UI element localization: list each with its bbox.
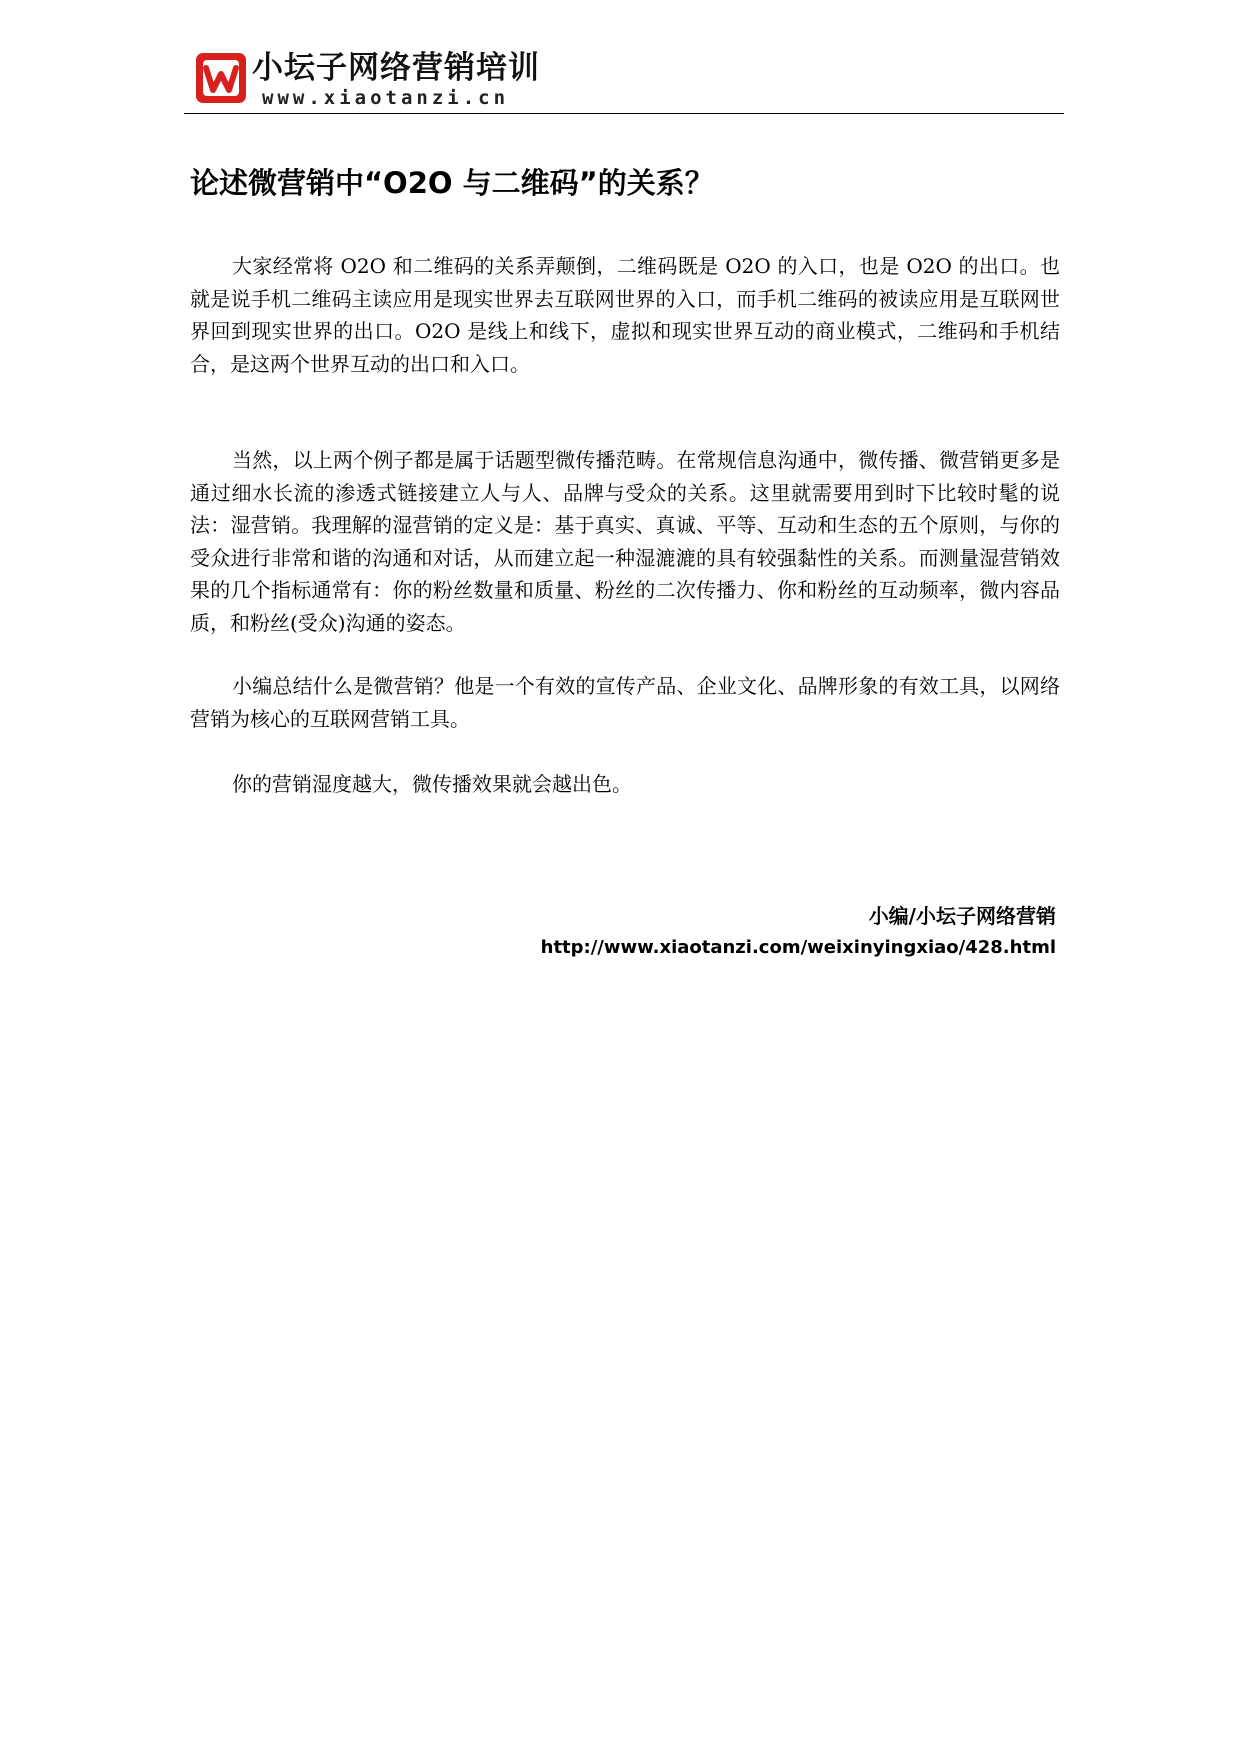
brand-name: 小坛子网络营销培训 (252, 50, 540, 86)
document-title: 论述微营销中“O2O 与二维码”的关系？ (190, 166, 714, 200)
brand-url: www.xiaotanzi.cn (262, 87, 510, 109)
paragraph-1: 大家经常将 O2O 和二维码的关系弄颠倒，二维码既是 O2O 的入口，也是 O2O 的出口。也就是说手机二维码主读应用是现实世界去互联网世界的入口，而手机二维码的被读应用是互联网世界回到现实世界的出口。O2O 是线上和线下，虚拟和现实世界互动的商业模式，二维码和手机结合，是这两个世界互动的出口和入口。 (190, 254, 1060, 376)
xiaotanzi-logo-icon (193, 50, 249, 106)
paragraph-2: 当然，以上两个例子都是属于话题型微传播范畴。在常规信息沟通中，微传播、微营销更多是通过细水长流的渗透式链接建立人与人、品牌与受众的关系。这里就需要用到时下比较时髦的说法：湿营销。我理解的湿营销的定义是：基于真实、真诚、平等、互动和生态的五个原则，与你的受众进行非常和谐的沟通和对话，从而建立起一种湿漉漉的具有较强黏性的关系。而测量湿营销效果的几个指标通常有：你的粉丝数量和质量、粉丝的二次传播力、你和粉丝的互动频率，微内容品质，和粉丝(受众)沟通的姿态。 (190, 448, 1060, 635)
source-url-link[interactable]: http://www.xiaotanzi.com/weixinyingxiao/428.html (540, 937, 1056, 958)
signature-author: 小编/小坛子网络营销 (868, 904, 1056, 928)
header-divider (184, 113, 1064, 114)
signature-block (541, 900, 1056, 964)
page-header (188, 44, 1064, 114)
paragraph-3: 小编总结什么是微营销？他是一个有效的宣传产品、企业文化、品牌形象的有效工具，以网络营销为核心的互联网营销工具。 (190, 674, 1060, 731)
paragraph-4: 你的营销湿度越大，微传播效果就会越出色。 (232, 772, 632, 796)
